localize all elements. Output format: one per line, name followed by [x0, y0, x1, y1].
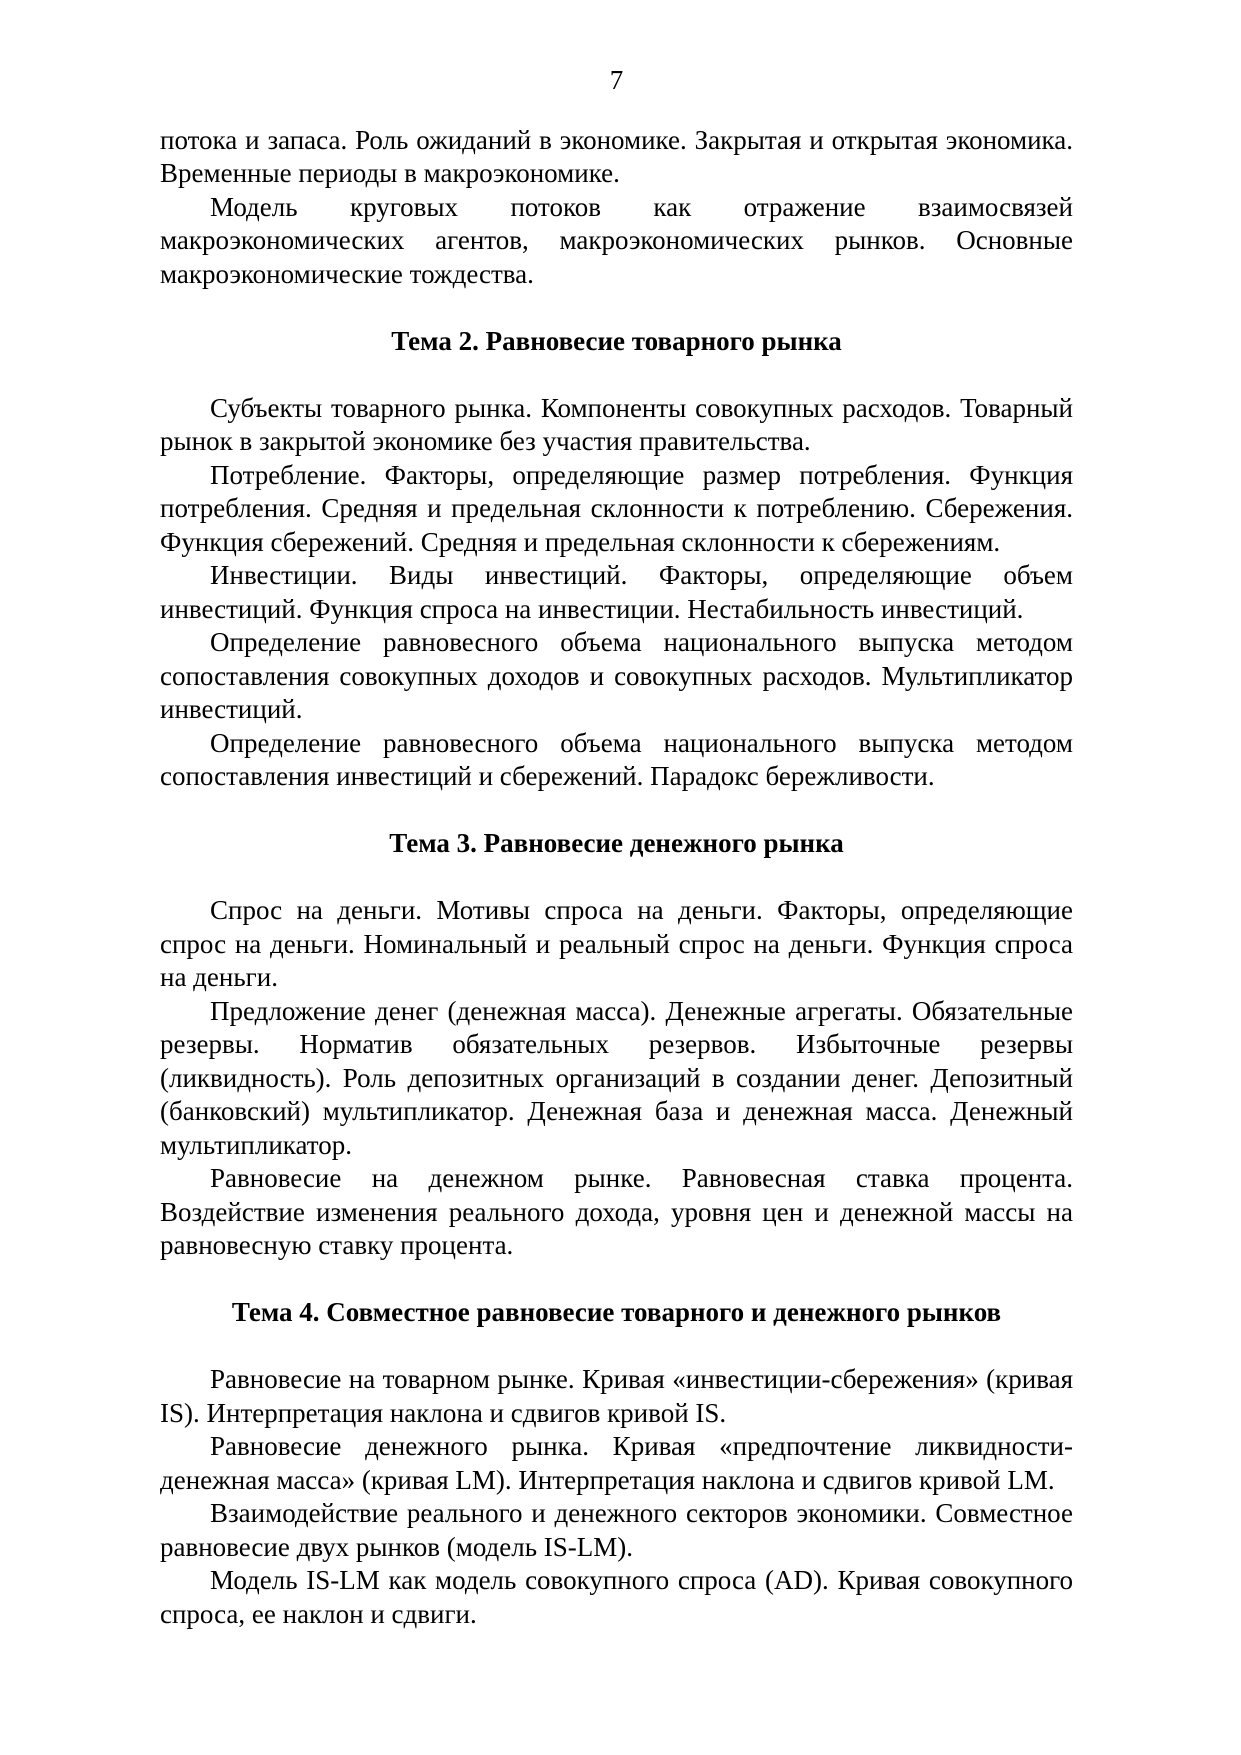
section-title: Тема 4. Совместное равновесие товарного и денежного рынков — [231, 1297, 1002, 1327]
paragraph: потока и запаса. Роль ожиданий в экономике. Закрытая и открытая экономика. Временные периоды в макроэкономике. — [160, 124, 1073, 188]
paragraph: Равновесие на денежном рынке. Равновесная ставка процента. Воздействие изменения реального дохода, уровня цен и денежной массы на равновесную ставку процента. — [160, 1163, 1073, 1260]
paragraph: Модель круговых потоков как отражение взаимосвязей макроэкономических агентов, макроэкономических рынков. Основные макроэкономические тождества. — [160, 191, 1073, 289]
paragraph: Потребление. Факторы, определяющие размер потребления. Функция потребления. Средняя и предельная склонности к потреблению. Сбережения. Функция сбережений. Средняя и предельная склонности к сбережениям. — [160, 459, 1073, 557]
section-title: Тема 2. Равновесие товарного рынка — [391, 325, 842, 356]
paragraph: Модель IS-LM как модель совокупного спроса (AD). Кривая совокупного спроса, ее наклон и сдвиги. — [160, 1565, 1073, 1629]
paragraph: Спрос на деньги. Мотивы спроса на деньги. Факторы, определяющие спрос на деньги. Номинальный и реальный спрос на деньги. Функция спроса на деньги. — [160, 895, 1073, 992]
paragraph: Определение равновесного объема национального выпуска методом сопоставления инвестиций и сбережений. Парадокс бережливости. — [160, 727, 1073, 791]
paragraph: Взаимодействие реального и денежного секторов экономики. Совместное равновесие двух рынков (модель IS-LM). — [160, 1498, 1073, 1562]
section-title: Тема 3. Равновесие денежного рынка — [389, 828, 844, 858]
paragraph: Субъекты товарного рынка. Компоненты совокупных расходов. Товарный рынок в закрытой экономике без участия правительства. — [160, 392, 1073, 456]
paragraph: Равновесие денежного рынка. Кривая «предпочтение ликвидности-денежная масса» (кривая LM). Интерпретация наклона и сдвигов кривой LM. — [160, 1431, 1073, 1495]
paragraph: Инвестиции. Виды инвестиций. Факторы, определяющие объем инвестиций. Функция спроса на инвестиции. Нестабильность инвестиций. — [160, 560, 1073, 624]
paragraph: Предложение денег (денежная масса). Денежные агрегаты. Обязательные резервы. Норматив обязательных резервов. Избыточные резервы (ликвидность). Роль депозитных организаций в создании денег. Депозитный (банковский) мультипликатор. Денежная база и денежная масса. Денежный мультипликатор. — [160, 995, 1073, 1160]
page-number: 7 — [609, 65, 624, 95]
paragraph: Определение равновесного объема национального выпуска методом сопоставления совокупных доходов и совокупных расходов. Мультипликатор инвестиций. — [160, 627, 1073, 724]
paragraph: Равновесие на товарном рынке. Кривая «инвестиции-сбережения» (кривая IS). Интерпретация наклона и сдвигов кривой IS. — [160, 1364, 1073, 1428]
